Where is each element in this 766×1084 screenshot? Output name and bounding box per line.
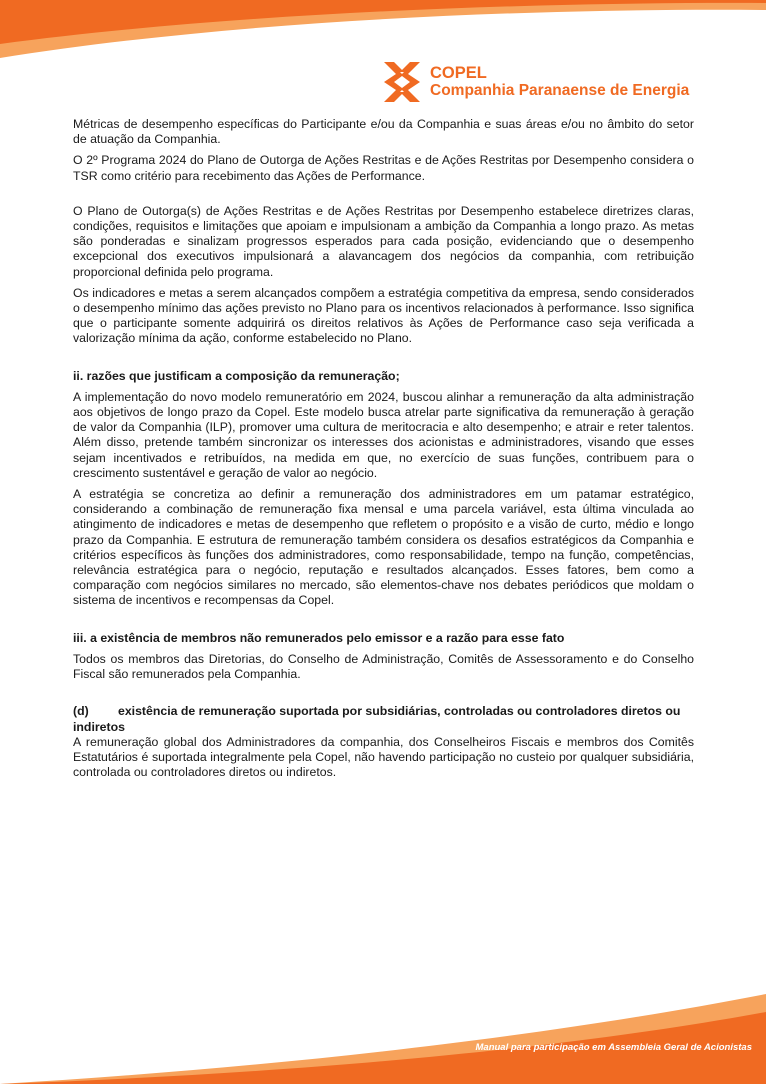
document-body <box>73 117 694 786</box>
section-marker-d: (d) <box>73 704 89 719</box>
footer-label: Manual para participação em Assembleia Geral de Acionistas <box>475 1042 752 1053</box>
logo-name: COPEL <box>430 64 487 82</box>
section-heading-d <box>73 704 694 734</box>
section-heading-ii: ii. razões que justificam a composição da remuneração; <box>73 368 400 383</box>
paragraph-indicadores: Os indicadores e metas a serem alcançados compõem a estratégia competitiva da empresa, sendo considerados o desempenho mínimo das ações previsto no Plano para os incentivos relacionados à performance. Isso significa que o participante somente adquirirá os direitos relativos às Ações de Performance caso seja verificada a valorização mínima da ação, conforme estabelecido no Plano. <box>73 285 694 346</box>
logo-subtitle: Companhia Paranaense de Energia <box>430 82 690 99</box>
copel-logo <box>380 60 689 104</box>
section-heading-d-text: existência de remuneração suportada por subsidiárias, controladas ou controladores diretos ou indiretos <box>73 704 681 734</box>
paragraph-remuneracao-global: A remuneração global dos Administradores da companhia, dos Conselheiros Fiscais e membros dos Comitês Estatutários é suportada integralmente pela Copel, não havendo participação no custeio por qualquer subsidiária, controlada ou controladores diretos ou indiretos. <box>73 734 694 780</box>
copel-logo-icon <box>380 60 424 104</box>
paragraph-metricas: Métricas de desempenho específicas do Participante e/ou da Companhia e suas áreas e/ou no âmbito do setor de atuação da Companhia. <box>73 117 694 147</box>
footer-swoosh <box>0 994 766 1084</box>
paragraph-membros: Todos os membros das Diretorias, do Conselho de Administração, Comitês de Assessoramento e do Conselho Fiscal são remunerados pela Companhia. <box>73 651 694 682</box>
paragraph-programa-2024: O 2º Programa 2024 do Plano de Outorga de Ações Restritas e de Ações Restritas por Desempenho considera o TSR como critério para recebimento das Ações de Performance. <box>73 153 694 183</box>
paragraph-plano-outorga: O Plano de Outorga(s) de Ações Restritas e de Ações Restritas por Desempenho estabelece diretrizes claras, condições, requisitos e limitações que apoiam e impulsionam a ambição da Companhia a longo prazo. As metas são ponderadas e sinalizam progressos esperados para cada posição, evidenciando que o desempenho excepcional dos executivos impulsionará a alavancagem dos negócios da companhia, com retribuição proporcional definida pelo programa. <box>73 203 694 279</box>
paragraph-estrategia: A estratégia se concretiza ao definir a remuneração dos administradores em um patamar estratégico, considerando a combinação de remuneração fixa mensal e uma parcela variável, esta última vinculada ao atingimento de indicadores e metas de desempenho que refletem o propósito e a visão de curto, médio e longo prazo da Companhia. E estrutura de remuneração também considera os desafios estratégicos da Companhia e critérios específicos às funções dos administradores, como responsabilidade, tempo na função, competências, relevância estratégica para o negócio, reputação e resultados alcançados. Esses fatores, bem como a comparação com negócios similares no mercado, são elementos-chave nos debates periódicos que moldam o sistema de incentivos e recompensas da Copel. <box>73 487 694 608</box>
section-heading-iii: iii. a existência de membros não remunerados pelo emissor e a razão para esse fato <box>73 630 565 645</box>
paragraph-implementacao: A implementação do novo modelo remuneratório em 2024, buscou alinhar a remuneração da alta administração aos objetivos de longo prazo da Copel. Este modelo busca atrelar parte significativa da remuneração à geração de valor da Companhia (ILP), promover uma cultura de meritocracia e alto desempenho; e atrair e reter talentos. Além disso, pretende também sincronizar os interesses dos acionistas e administradores, visando que esses sejam incentivados e retribuídos, na medida em que, no exercício de suas funções, contribuem para o crescimento sustentável e geração de valor ao negócio. <box>73 389 694 480</box>
